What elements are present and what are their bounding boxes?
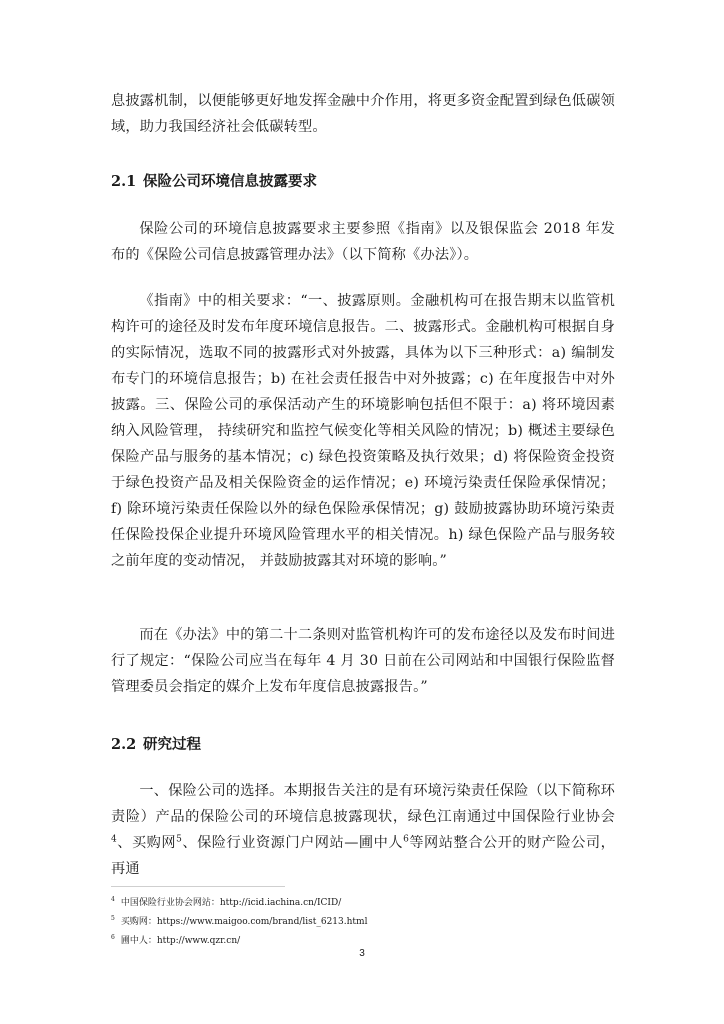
section-number: 2.2 (111, 736, 137, 753)
footnote-item: $^5$ 买购网：https://www.maigoo.com/brand/list_6213.html (111, 915, 368, 927)
paragraph-intro: 息披露机制，以便能够更好地发挥金融中介作用，将更多资金配置到绿色低碳领域，助力我国经济社会低碳转型。 (111, 93, 615, 135)
footnote-ref-4[interactable]: 4 (111, 834, 117, 845)
footnote-ref-6[interactable]: 6 (403, 834, 410, 845)
section-heading-2-2 (111, 735, 201, 755)
footnote-divider (111, 886, 285, 887)
paragraph-guideline-quote: 《指南》中的相关要求：“一、披露原则。金融机构可在报告期末以监管机构许可的途径及时发布年度环境信息报告。二、披露形式。金融机构可根据自身的实际情况，选取不同的披露形式对外披露，具体为以下三种形式：a) 编制发布专门的环境信息报告；b) 在社会责任报告中对外披露；c) 在年度报告中对外披露。三、保险公司的承保活动产生的环境影响包括但不限于：a) 将环境因素纳入风险管理， 持续研究和监控气候变化等相关风险的情况；b) 概述主要绿色保险产品与服务的基本情况；c) 绿色投资策略及执行效果；d) 将保险资金投资于绿色投资产品及相关保险资金的运作情况；e) 环境污染责任保险承保情况；f) 除环境污染责任保险以外的绿色保险承保情况；g) 鼓励披露协助环境污染责任保险投保企业提升环境风险管理水平的相关情况。h) 绿色保险产品与服务较之前年度的变动情况， 并鼓励披露其对环境的影响。” (111, 293, 615, 569)
section-heading-2-1 (111, 172, 317, 192)
footnote-ref-5[interactable]: 5 (176, 834, 183, 845)
section-title: 保险公司环境信息披露要求 (143, 173, 317, 190)
footnote-list (111, 892, 631, 949)
section-number: 2.1 (111, 173, 137, 190)
section-title: 研究过程 (143, 736, 201, 753)
paragraph-research-process: 一、保险公司的选择。本期报告关注的是有环境污染责任保险（以下简称环责险）产品的保险公司的环境信息披露现状，绿色江南通过中国保险行业协会$^4$、买购网$^5$、保险行业资源门户网站—圃中人$^6$等网站整合公开的财产险公司，再通 (111, 783, 615, 877)
footnote-item: $^6$ 圃中人：http://www.qzr.cn/ (111, 934, 241, 946)
footnote-item: $^4$ 中国保险行业协会网站：http://icid.iachina.cn/ICID/ (111, 896, 342, 908)
paragraph-disclosure-requirements: 保险公司的环境信息披露要求主要参照《指南》以及银保监会 2018 年发布的《保险公司信息披露管理办法》（以下简称《办法》）。 (111, 221, 615, 263)
paragraph-measures-article: 而在《办法》中的第二十二条则对监管机构许可的发布途径以及发布时间进行了规定：“保险公司应当在每年 4 月 30 日前在公司网站和中国银行保险监督管理委员会指定的媒介上发布年度信息披露报告。” (111, 627, 615, 695)
page-number: 3 (359, 948, 365, 959)
